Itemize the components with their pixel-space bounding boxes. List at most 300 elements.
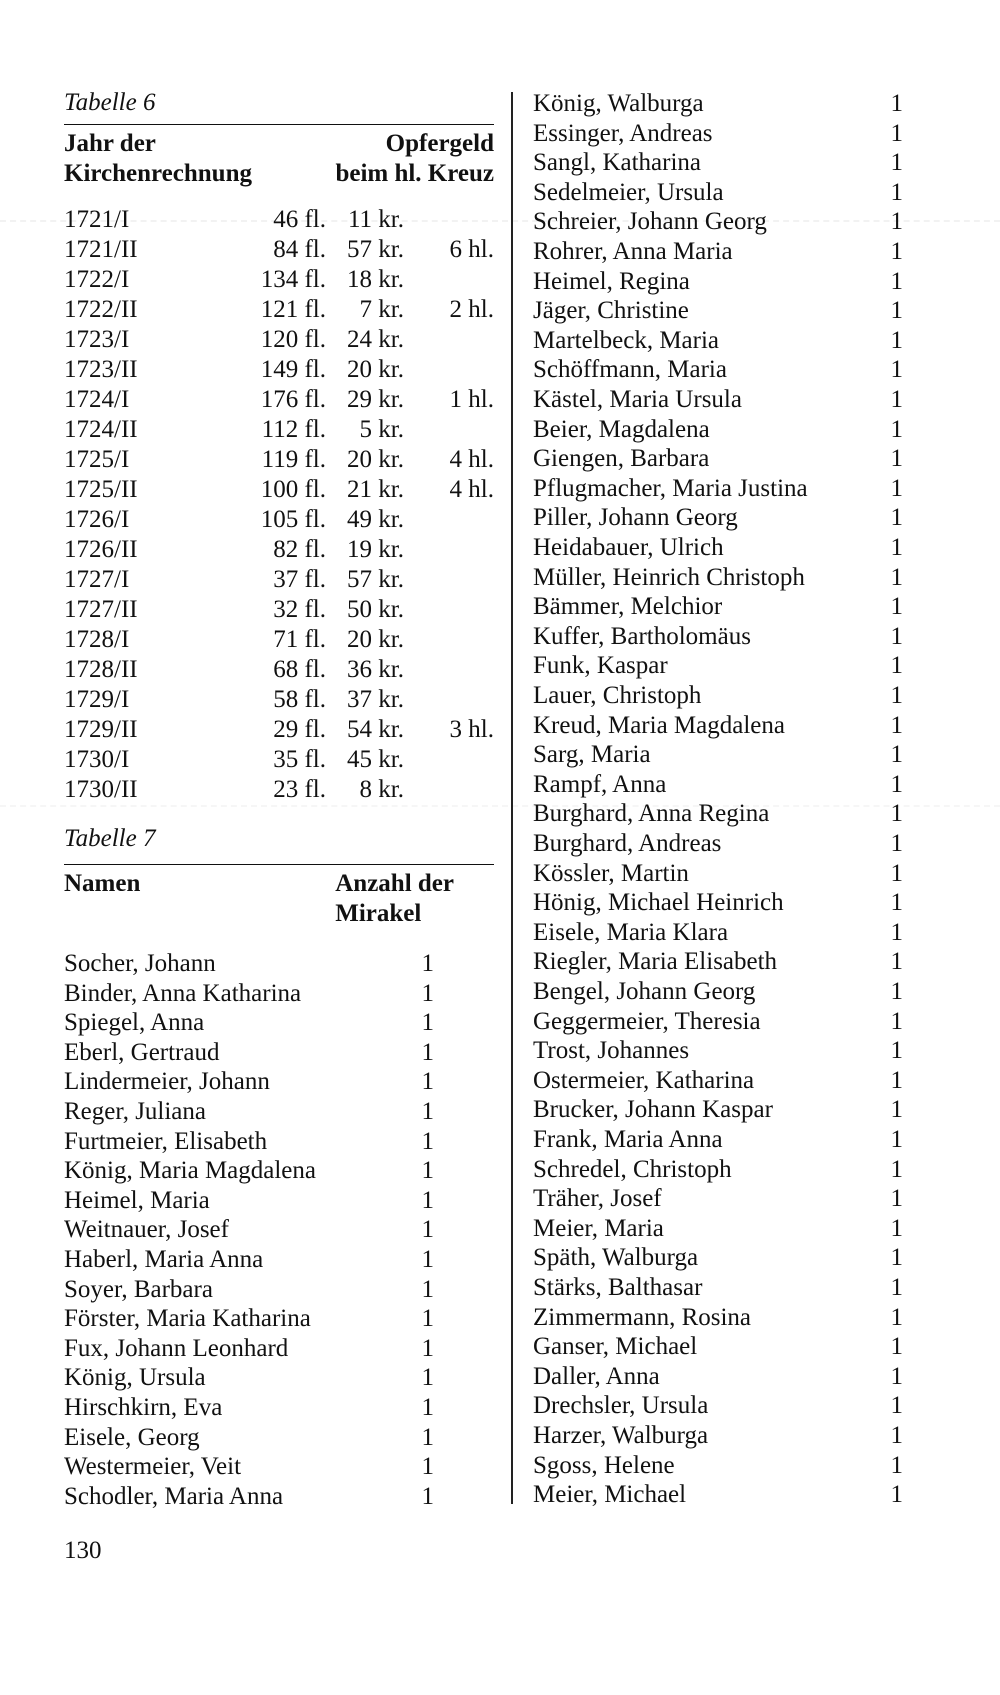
count-cell: 1: [890, 563, 903, 591]
table-row: [64, 1452, 494, 1482]
count-cell: 1: [890, 1274, 903, 1301]
page-number: 130: [64, 1537, 102, 1564]
gulden-cell: 120 fl.: [260, 326, 326, 353]
name-cell: Drechsler, Ursula: [533, 1392, 709, 1420]
name-cell: Eisele, Georg: [64, 1423, 200, 1451]
name-cell: Lauer, Christoph: [533, 682, 702, 709]
count-cell: 1: [890, 1244, 903, 1272]
year-cell: 1730/I: [64, 746, 130, 773]
name-cell: Sangl, Katharina: [533, 149, 702, 177]
count-cell: 1: [890, 445, 903, 473]
name-cell: Pflugmacher, Maria Justina: [533, 474, 808, 502]
count-cell: 1: [421, 1216, 434, 1244]
gulden-cell: 149 fl.: [260, 356, 326, 383]
table-row: [533, 888, 903, 918]
gulden-cell: 46 fl.: [273, 206, 326, 233]
table-row: [533, 1391, 903, 1421]
table-row: [64, 1156, 494, 1186]
count-cell: 1: [890, 1392, 903, 1420]
gulden-cell: 71 fl.: [273, 626, 326, 653]
table-row: [533, 1095, 903, 1125]
table-row: [533, 474, 903, 504]
name-cell: Eberl, Gertraud: [64, 1038, 220, 1066]
table-row: [64, 949, 494, 979]
table-7-body-right: [533, 89, 903, 1519]
table-row: [533, 1184, 903, 1214]
table-row: [533, 859, 903, 889]
name-cell: Furtmeier, Elisabeth: [64, 1127, 268, 1155]
gulden-cell: 119 fl.: [261, 446, 326, 473]
table-7-body-left: [64, 949, 494, 1519]
count-cell: 1: [890, 1451, 903, 1479]
kreuzer-cell: 21 kr.: [347, 476, 404, 503]
header-line: beim hl. Kreuz: [335, 160, 494, 187]
count-cell: 1: [890, 978, 903, 1005]
table-row: [64, 565, 494, 595]
name-cell: Reger, Juliana: [64, 1098, 207, 1125]
name-cell: Brucker, Johann Kaspar: [533, 1096, 773, 1124]
kreuzer-cell: 36 kr.: [347, 656, 404, 683]
year-cell: 1721/II: [64, 236, 138, 263]
count-cell: 1: [890, 741, 903, 769]
count-cell: 1: [890, 1007, 903, 1035]
count-cell: 1: [890, 297, 903, 325]
kreuzer-cell: 57 kr.: [347, 566, 404, 593]
gulden-cell: 29 fl.: [273, 716, 326, 743]
name-cell: Späth, Walburga: [533, 1244, 699, 1272]
count-cell: 1: [421, 950, 434, 977]
name-cell: Westermeier, Veit: [64, 1453, 242, 1481]
table-row: [533, 267, 903, 297]
year-cell: 1725/II: [64, 476, 138, 503]
name-cell: Meier, Michael: [533, 1481, 687, 1509]
name-cell: Kreud, Maria Magdalena: [533, 711, 785, 739]
count-cell: 1: [890, 948, 903, 976]
name-cell: Trost, Johannes: [533, 1037, 690, 1065]
count-cell: 1: [421, 1246, 434, 1273]
table-6-header: [64, 129, 494, 195]
name-cell: Fux, Johann Leonhard: [64, 1334, 289, 1362]
name-cell: Hönig, Michael Heinrich: [533, 889, 784, 917]
kreuzer-cell: 7 kr.: [359, 296, 404, 323]
name-cell: Bämmer, Melchior: [533, 593, 723, 621]
table-row: [533, 503, 903, 533]
name-cell: Zimmermann, Rosina: [533, 1303, 752, 1331]
name-cell: Piller, Johann Georg: [533, 504, 738, 532]
name-cell: Förster, Maria Katharina: [64, 1305, 311, 1333]
table-row: [64, 655, 494, 685]
gulden-cell: 134 fl.: [260, 266, 326, 293]
table-row: [533, 711, 903, 741]
count-cell: 1: [890, 534, 903, 561]
count-cell: 1: [421, 1364, 434, 1392]
table-row: [533, 563, 903, 593]
name-cell: Ostermeier, Katharina: [533, 1066, 755, 1094]
table-row: [64, 979, 494, 1009]
count-cell: 1: [421, 1394, 434, 1421]
name-cell: Weitnauer, Josef: [64, 1216, 229, 1244]
count-cell: 1: [421, 1009, 434, 1037]
name-cell: Sgoss, Helene: [533, 1451, 675, 1479]
year-cell: 1729/II: [64, 716, 138, 743]
table-row: [64, 1334, 494, 1364]
table-row: [64, 775, 494, 805]
name-cell: Giengen, Barbara: [533, 445, 710, 473]
table-row: [533, 89, 903, 119]
table-6-body: [64, 205, 494, 805]
table-row: [64, 415, 494, 445]
count-cell: 1: [890, 1362, 903, 1390]
column-divider: [511, 92, 513, 1504]
count-cell: 1: [890, 1214, 903, 1242]
table-row: [64, 715, 494, 745]
name-cell: Daller, Anna: [533, 1362, 660, 1390]
table-row: [533, 385, 903, 415]
heller-cell: 1 hl.: [449, 386, 494, 413]
count-cell: 1: [890, 593, 903, 621]
table-row: [533, 1214, 903, 1244]
count-cell: 1: [890, 889, 903, 917]
year-cell: 1721/I: [64, 206, 130, 233]
name-cell: Frank, Maria Anna: [533, 1126, 723, 1153]
table-6-col1-header: [64, 129, 252, 189]
table-row: [533, 1332, 903, 1362]
kreuzer-cell: 29 kr.: [347, 386, 404, 413]
table-row: [64, 265, 494, 295]
table-row: [64, 1423, 494, 1453]
count-cell: 1: [890, 356, 903, 384]
gulden-cell: 112 fl.: [261, 416, 326, 443]
name-cell: Burghard, Anna Regina: [533, 800, 770, 828]
name-cell: Haberl, Maria Anna: [64, 1246, 264, 1273]
count-cell: 1: [890, 1037, 903, 1065]
name-cell: Socher, Johann: [64, 950, 216, 977]
table-row: [533, 1036, 903, 1066]
gulden-cell: 23 fl.: [273, 776, 326, 803]
table-row: [533, 651, 903, 681]
name-cell: Jäger, Christine: [533, 297, 689, 325]
count-cell: 1: [421, 1453, 434, 1481]
name-cell: Sarg, Maria: [533, 741, 651, 769]
count-cell: 1: [421, 1186, 434, 1214]
year-cell: 1727/II: [64, 596, 138, 623]
gulden-cell: 35 fl.: [273, 746, 326, 773]
kreuzer-cell: 50 kr.: [347, 596, 404, 623]
name-cell: Harzer, Walburga: [533, 1422, 709, 1449]
gulden-cell: 121 fl.: [260, 296, 326, 323]
count-cell: 1: [890, 1422, 903, 1449]
year-cell: 1723/I: [64, 326, 130, 353]
heller-cell: 6 hl.: [449, 236, 494, 263]
heller-cell: 4 hl.: [449, 446, 494, 473]
name-cell: Kuffer, Bartholomäus: [533, 622, 751, 650]
name-cell: König, Maria Magdalena: [64, 1157, 317, 1185]
count-cell: 1: [421, 1334, 434, 1362]
header-line: Kirchenrechnung: [64, 160, 252, 187]
year-cell: 1729/I: [64, 686, 130, 713]
name-cell: Schredel, Christoph: [533, 1155, 732, 1183]
kreuzer-cell: 19 kr.: [347, 536, 404, 563]
year-cell: 1726/I: [64, 506, 130, 533]
heller-cell: 2 hl.: [449, 296, 494, 323]
count-cell: 1: [421, 979, 434, 1007]
name-cell: Sedelmeier, Ursula: [533, 178, 724, 206]
year-cell: 1726/II: [64, 536, 138, 563]
table-row: [533, 148, 903, 178]
count-cell: 1: [890, 1303, 903, 1331]
year-cell: 1724/II: [64, 416, 138, 443]
table-row: [533, 296, 903, 326]
gulden-cell: 68 fl.: [273, 656, 326, 683]
table-7: [64, 824, 494, 1519]
table-6-caption: Tabelle 6: [64, 89, 156, 116]
count-cell: 1: [890, 1185, 903, 1213]
count-cell: 1: [890, 1333, 903, 1361]
table-row: [64, 295, 494, 325]
name-cell: Meier, Maria: [533, 1214, 664, 1242]
table-row: [64, 1097, 494, 1127]
table-row: [64, 1275, 494, 1305]
table-row: [533, 1421, 903, 1451]
year-cell: 1727/I: [64, 566, 130, 593]
gulden-cell: 84 fl.: [273, 236, 326, 263]
kreuzer-cell: 20 kr.: [347, 626, 404, 653]
name-cell: Ganser, Michael: [533, 1333, 698, 1361]
gulden-cell: 176 fl.: [260, 386, 326, 413]
table-row: [64, 505, 494, 535]
table-row: [533, 740, 903, 770]
year-cell: 1724/I: [64, 386, 130, 413]
header-line: Mirakel: [335, 900, 422, 927]
table-6: [64, 88, 494, 805]
table-row: [64, 1067, 494, 1097]
name-cell: Heimel, Regina: [533, 267, 690, 295]
table-row: [533, 1362, 903, 1392]
count-cell: 1: [890, 830, 903, 857]
kreuzer-cell: 54 kr.: [347, 716, 404, 743]
table-7-col1-header: Namen: [64, 870, 141, 897]
year-cell: 1723/II: [64, 356, 138, 383]
count-cell: 1: [890, 474, 903, 502]
table-row: [533, 799, 903, 829]
name-cell: Essinger, Andreas: [533, 119, 713, 147]
table-row: [64, 1038, 494, 1068]
count-cell: 1: [890, 415, 903, 443]
name-cell: Riegler, Maria Elisabeth: [533, 948, 778, 976]
name-cell: Kössler, Martin: [533, 859, 689, 887]
name-cell: Schöffmann, Maria: [533, 356, 727, 384]
count-cell: 1: [421, 1157, 434, 1185]
name-cell: Rohrer, Anna Maria: [533, 238, 733, 265]
table-row: [533, 918, 903, 948]
table-7-header: [64, 869, 494, 935]
count-cell: 1: [890, 1066, 903, 1094]
name-cell: Beier, Magdalena: [533, 415, 710, 443]
year-cell: 1728/II: [64, 656, 138, 683]
count-cell: 1: [890, 652, 903, 680]
gulden-cell: 37 fl.: [273, 566, 326, 593]
count-cell: 1: [421, 1482, 434, 1510]
table-row: [533, 1480, 903, 1510]
name-cell: Schodler, Maria Anna: [64, 1482, 284, 1510]
count-cell: 1: [890, 859, 903, 887]
name-cell: König, Ursula: [64, 1364, 206, 1392]
table-row: [533, 770, 903, 800]
name-cell: Hirschkirn, Eva: [64, 1394, 223, 1421]
table-row: [64, 1304, 494, 1334]
count-cell: 1: [890, 770, 903, 798]
table-row: [533, 1451, 903, 1481]
table-row: [533, 592, 903, 622]
kreuzer-cell: 57 kr.: [347, 236, 404, 263]
kreuzer-cell: 37 kr.: [347, 686, 404, 713]
kreuzer-cell: 24 kr.: [347, 326, 404, 353]
table-row: [533, 178, 903, 208]
count-cell: 1: [890, 711, 903, 739]
table-row: [533, 1066, 903, 1096]
name-cell: Geggermeier, Theresia: [533, 1007, 761, 1035]
count-cell: 1: [890, 622, 903, 650]
count-cell: 1: [890, 119, 903, 147]
name-cell: Eisele, Maria Klara: [533, 918, 729, 946]
table-row: [64, 325, 494, 355]
table-row: [533, 977, 903, 1007]
gulden-cell: 100 fl.: [260, 476, 326, 503]
table-row: [64, 445, 494, 475]
kreuzer-cell: 49 kr.: [347, 506, 404, 533]
table-row: [64, 685, 494, 715]
table-row: [533, 355, 903, 385]
year-cell: 1728/I: [64, 626, 130, 653]
table-row: [533, 326, 903, 356]
count-cell: 1: [421, 1423, 434, 1451]
table-row: [533, 1303, 903, 1333]
table-row: [64, 1393, 494, 1423]
table-6-rule: [64, 124, 494, 125]
table-row: [533, 947, 903, 977]
year-cell: 1722/II: [64, 296, 138, 323]
table-7-continued: [533, 89, 903, 1519]
table-row: [64, 1127, 494, 1157]
count-cell: 1: [421, 1038, 434, 1066]
gulden-cell: 32 fl.: [273, 596, 326, 623]
table-row: [64, 1215, 494, 1245]
table-row: [64, 535, 494, 565]
gulden-cell: 105 fl.: [260, 506, 326, 533]
table-7-rule: [64, 864, 494, 865]
table-row: [64, 1245, 494, 1275]
table-row: [533, 237, 903, 267]
gulden-cell: 58 fl.: [273, 686, 326, 713]
table-row: [533, 533, 903, 563]
table-row: [64, 385, 494, 415]
name-cell: Burghard, Andreas: [533, 830, 722, 857]
table-row: [533, 1155, 903, 1185]
table-row: [64, 1363, 494, 1393]
heller-cell: 4 hl.: [449, 476, 494, 503]
count-cell: 1: [890, 326, 903, 354]
name-cell: Träher, Josef: [533, 1185, 662, 1213]
name-cell: Kästel, Maria Ursula: [533, 386, 742, 413]
header-line: Anzahl der: [335, 870, 454, 897]
count-cell: 1: [890, 1096, 903, 1124]
header-line: Jahr der: [64, 130, 156, 157]
name-cell: Spiegel, Anna: [64, 1009, 205, 1037]
kreuzer-cell: 20 kr.: [347, 446, 404, 473]
table-row: [64, 205, 494, 235]
name-cell: Funk, Kaspar: [533, 652, 668, 680]
table-row: [533, 829, 903, 859]
table-row: [64, 1482, 494, 1512]
name-cell: Schreier, Johann Georg: [533, 208, 767, 236]
table-row: [533, 207, 903, 237]
table-row: [533, 622, 903, 652]
table-row: [533, 1273, 903, 1303]
name-cell: Binder, Anna Katharina: [64, 979, 302, 1007]
kreuzer-cell: 45 kr.: [347, 746, 404, 773]
table-row: [533, 415, 903, 445]
table-row: [533, 444, 903, 474]
name-cell: Martelbeck, Maria: [533, 326, 720, 354]
count-cell: 1: [890, 178, 903, 206]
name-cell: Heimel, Maria: [64, 1186, 210, 1214]
header-line: Opfergeld: [385, 130, 494, 157]
count-cell: 1: [890, 1126, 903, 1153]
table-row: [533, 119, 903, 149]
count-cell: 1: [890, 918, 903, 946]
name-cell: Heidabauer, Ulrich: [533, 534, 724, 561]
table-row: [533, 1243, 903, 1273]
table-row: [533, 1007, 903, 1037]
year-cell: 1722/I: [64, 266, 130, 293]
name-cell: Lindermeier, Johann: [64, 1068, 270, 1096]
table-row: [64, 745, 494, 775]
count-cell: 1: [890, 800, 903, 828]
gulden-cell: 82 fl.: [273, 536, 326, 563]
table-7-col2-header: [335, 869, 454, 929]
kreuzer-cell: 8 kr.: [359, 776, 404, 803]
table-7-caption: Tabelle 7: [64, 825, 156, 852]
heller-cell: 3 hl.: [449, 716, 494, 743]
count-cell: 1: [890, 149, 903, 177]
kreuzer-cell: 18 kr.: [347, 266, 404, 293]
table-row: [64, 1186, 494, 1216]
table-row: [64, 355, 494, 385]
table-row: [64, 475, 494, 505]
count-cell: 1: [421, 1275, 434, 1303]
table-row: [64, 1008, 494, 1038]
count-cell: 1: [421, 1098, 434, 1125]
table-row: [64, 625, 494, 655]
year-cell: 1730/II: [64, 776, 138, 803]
table-row: [64, 235, 494, 265]
table-row: [533, 1125, 903, 1155]
count-cell: 1: [421, 1068, 434, 1096]
year-cell: 1725/I: [64, 446, 130, 473]
name-cell: Soyer, Barbara: [64, 1275, 213, 1303]
count-cell: 1: [890, 1155, 903, 1183]
count-cell: 1: [890, 386, 903, 413]
kreuzer-cell: 11 kr.: [347, 206, 404, 233]
kreuzer-cell: 5 kr.: [359, 416, 404, 443]
count-cell: 1: [890, 682, 903, 709]
name-cell: Rampf, Anna: [533, 770, 667, 798]
table-6-col2-header: [335, 129, 494, 189]
table-row: [533, 681, 903, 711]
count-cell: 1: [890, 208, 903, 236]
count-cell: 1: [421, 1127, 434, 1155]
count-cell: 1: [890, 504, 903, 532]
